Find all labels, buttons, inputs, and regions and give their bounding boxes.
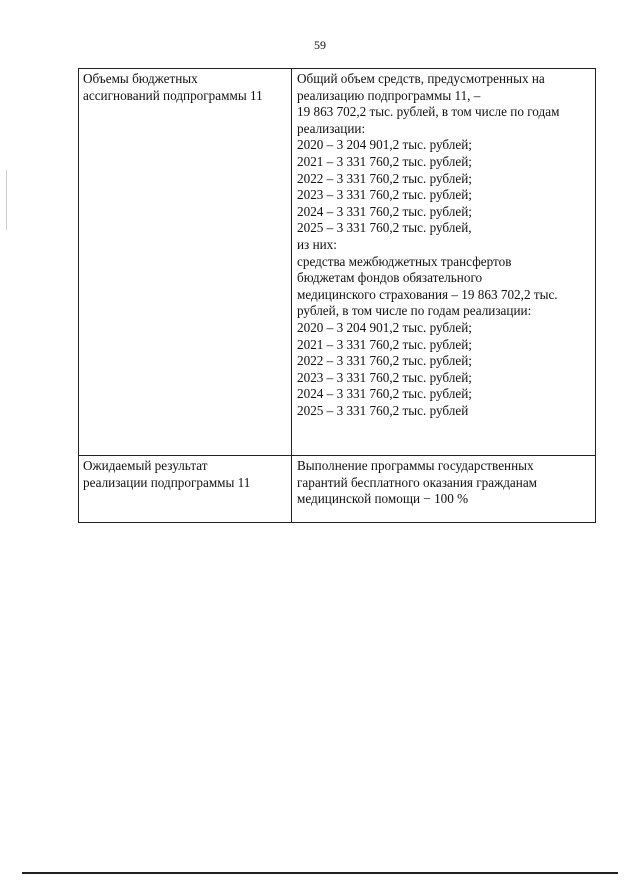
value-line: Выполнение программы государственных bbox=[297, 458, 534, 473]
value-line: 2023 – 3 331 760,2 тыс. рублей; bbox=[297, 369, 472, 385]
value-line: 2024 – 3 331 760,2 тыс. рублей; bbox=[297, 203, 472, 219]
value-line: 2021 – 3 331 760,2 тыс. рублей; bbox=[297, 153, 472, 169]
scan-artifact bbox=[6, 170, 7, 230]
value-line: 2020 – 3 204 901,2 тыс. рублей; bbox=[297, 137, 472, 153]
table-cell-label bbox=[79, 69, 292, 455]
table-cell-value bbox=[292, 69, 595, 455]
value-line: реализацию подпрограммы 11, – bbox=[297, 87, 481, 103]
table-row-budget bbox=[79, 69, 595, 455]
value-line: 2022 – 3 331 760,2 тыс. рублей; bbox=[297, 170, 472, 186]
value-line: гарантий бесплатного оказания гражданам bbox=[297, 474, 538, 490]
value-line: 2020 – 3 204 901,2 тыс. рублей; bbox=[297, 319, 472, 335]
table-row-result bbox=[79, 455, 595, 522]
value-line: реализации: bbox=[297, 120, 366, 136]
subprogram-table bbox=[78, 68, 596, 523]
table-cell-value bbox=[292, 456, 595, 522]
value-line: бюджетам фондов обязательного bbox=[297, 270, 483, 286]
page-number: 59 bbox=[314, 38, 326, 52]
value-line: 2025 – 3 331 760,2 тыс. рублей bbox=[297, 402, 469, 418]
value-line: из них: bbox=[297, 236, 337, 252]
label-line: реализации подпрограммы 11 bbox=[83, 474, 251, 490]
value-line: 19 863 702,2 тыс. рублей, в том числе по годам bbox=[297, 104, 560, 120]
label-line: Ожидаемый результат bbox=[83, 458, 208, 473]
value-line: медицинской помощи − 100 % bbox=[297, 491, 469, 507]
value-line: медицинского страхования – 19 863 702,2 тыс. bbox=[297, 286, 558, 302]
label-line: ассигнований подпрограммы 11 bbox=[83, 87, 263, 103]
value-line: рублей, в том числе по годам реализации: bbox=[297, 303, 532, 319]
value-line: 2023 – 3 331 760,2 тыс. рублей; bbox=[297, 187, 472, 203]
value-line: 2025 – 3 331 760,2 тыс. рублей, bbox=[297, 220, 472, 236]
table-cell-label bbox=[79, 456, 292, 522]
footer-rule bbox=[22, 872, 618, 874]
value-line: средства межбюджетных трансфертов bbox=[297, 253, 512, 269]
label-line: Объемы бюджетных bbox=[83, 71, 198, 86]
value-line: Общий объем средств, предусмотренных на bbox=[297, 71, 545, 86]
value-line: 2022 – 3 331 760,2 тыс. рублей; bbox=[297, 353, 472, 369]
value-line: 2021 – 3 331 760,2 тыс. рублей; bbox=[297, 336, 472, 352]
value-line: 2024 – 3 331 760,2 тыс. рублей; bbox=[297, 386, 472, 402]
